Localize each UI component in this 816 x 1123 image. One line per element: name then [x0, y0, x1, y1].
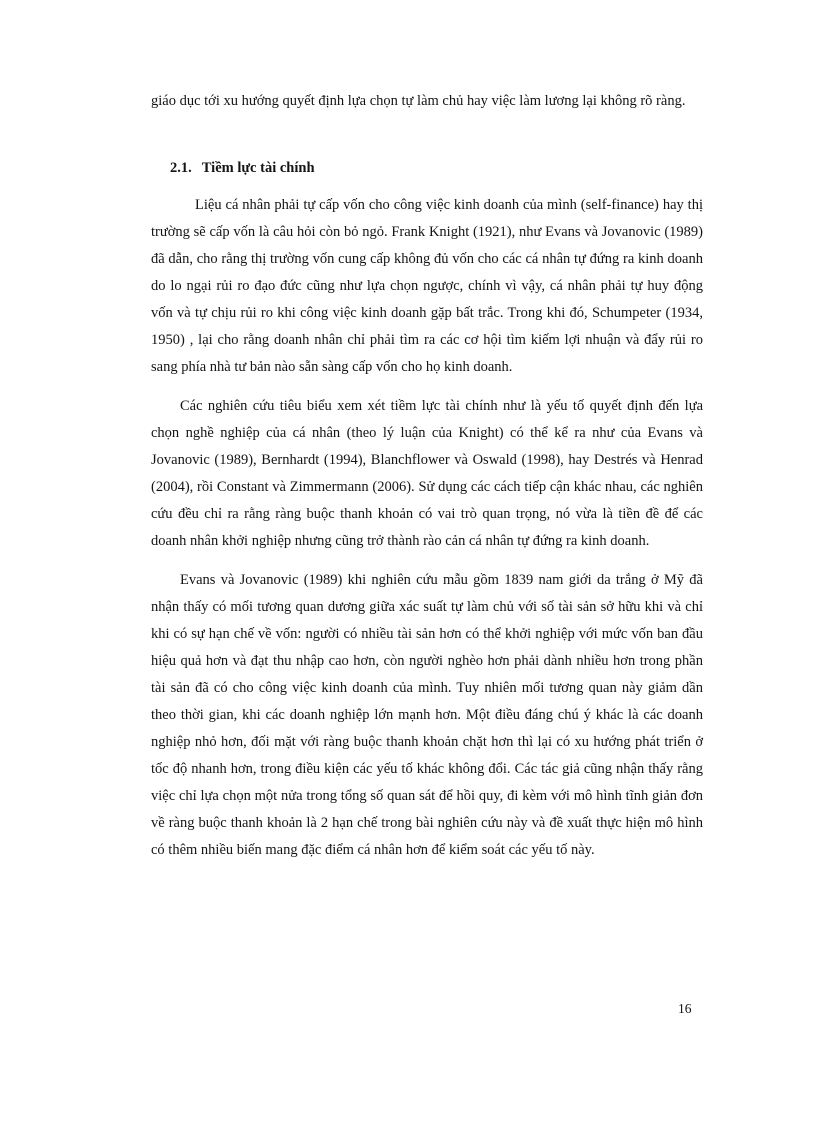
page-number: 16 — [678, 1001, 692, 1016]
paragraph: Các nghiên cứu tiêu biểu xem xét tiềm lực tài chính như là yếu tố quyết định đến lựa chọn nghề nghiệp của cá nhân (theo lý luận của Knight) có thể kể ra như của Evans và Jovanovic (1989), Bernhardt (1994), Blanchflower và Oswald (1998), hay Destrés và Henrad (2004), rồi Constant và Zimmermann (2006). Sử dụng các cách tiếp cận khác nhau, các nghiên cứu đều chỉ ra rằng ràng buộc thanh khoản có vai trò quan trọng, nó vừa là tiền đề để các doanh nhân khởi nghiệp nhưng cũng trở thành rào cản cá nhân tự đứng ra kinh doanh. — [151, 398, 703, 549]
section-number: 2.1. — [170, 160, 192, 176]
paragraph: Evans và Jovanovic (1989) khi nghiên cứu mẫu gồm 1839 nam giới da trắng ở Mỹ đã nhận thấy có mối tương quan dương giữa xác suất tự làm chủ với số tài sản sở hữu khi và chỉ khi có sự hạn chế về vốn: người có nhiều tài sản hơn có thể khởi nghiệp với mức vốn ban đầu hiệu quả hơn và đạt thu nhập cao hơn, còn người nghèo hơn phải dành nhiều hơn trong phần tài sản đã có cho công việc kinh doanh của mình. Tuy nhiên mối tương quan này giảm dần theo thời gian, khi các doanh nghiệp lớn mạnh hơn. Một điều đáng chú ý khác là các doanh nghiệp nhỏ hơn, đối mặt với ràng buộc thanh khoản chặt hơn thì lại có xu hướng phát triển ở tốc độ nhanh hơn, trong điều kiện các yếu tố khác không đổi. Các tác giả cũng nhận thấy rằng việc chỉ lựa chọn một nửa trong tổng số quan sát để hồi quy, đi kèm với mô hình tĩnh giản đơn về ràng buộc thanh khoản là 2 hạn chế trong bài nghiên cứu này và đề xuất thực hiện mô hình có thêm nhiều biến mang đặc điểm cá nhân hơn để kiểm soát các yếu tố này. — [151, 572, 703, 858]
section-heading — [170, 155, 703, 182]
paragraph: Liệu cá nhân phải tự cấp vốn cho công việc kinh doanh của mình (self-finance) hay thị trường sẽ cấp vốn là câu hỏi còn bỏ ngỏ. Frank Knight (1921), như Evans và Jovanovic (1989) đã dẫn, cho rằng thị trường vốn cung cấp không đủ vốn cho các cá nhân tự đứng ra kinh doanh do lo ngại rủi ro đạo đức cũng như lựa chọn ngược, chính vì vậy, cá nhân phải tự huy động vốn và tự chịu rủi ro khi công việc kinh doanh gặp bất trắc. Trong khi đó, Schumpeter (1934, 1950) , lại cho rằng doanh nhân chỉ phải tìm ra các cơ hội tìm kiếm lợi nhuận và đẩy rủi ro sang phía nhà tư bản nào sẵn sàng cấp vốn cho họ kinh doanh. — [151, 197, 703, 375]
section-title: Tiềm lực tài chính — [201, 160, 315, 176]
continuation-paragraph: giáo dục tới xu hướng quyết định lựa chọn tự làm chủ hay việc làm lương lại không rõ ràng. — [151, 93, 686, 109]
page-content — [151, 88, 703, 876]
